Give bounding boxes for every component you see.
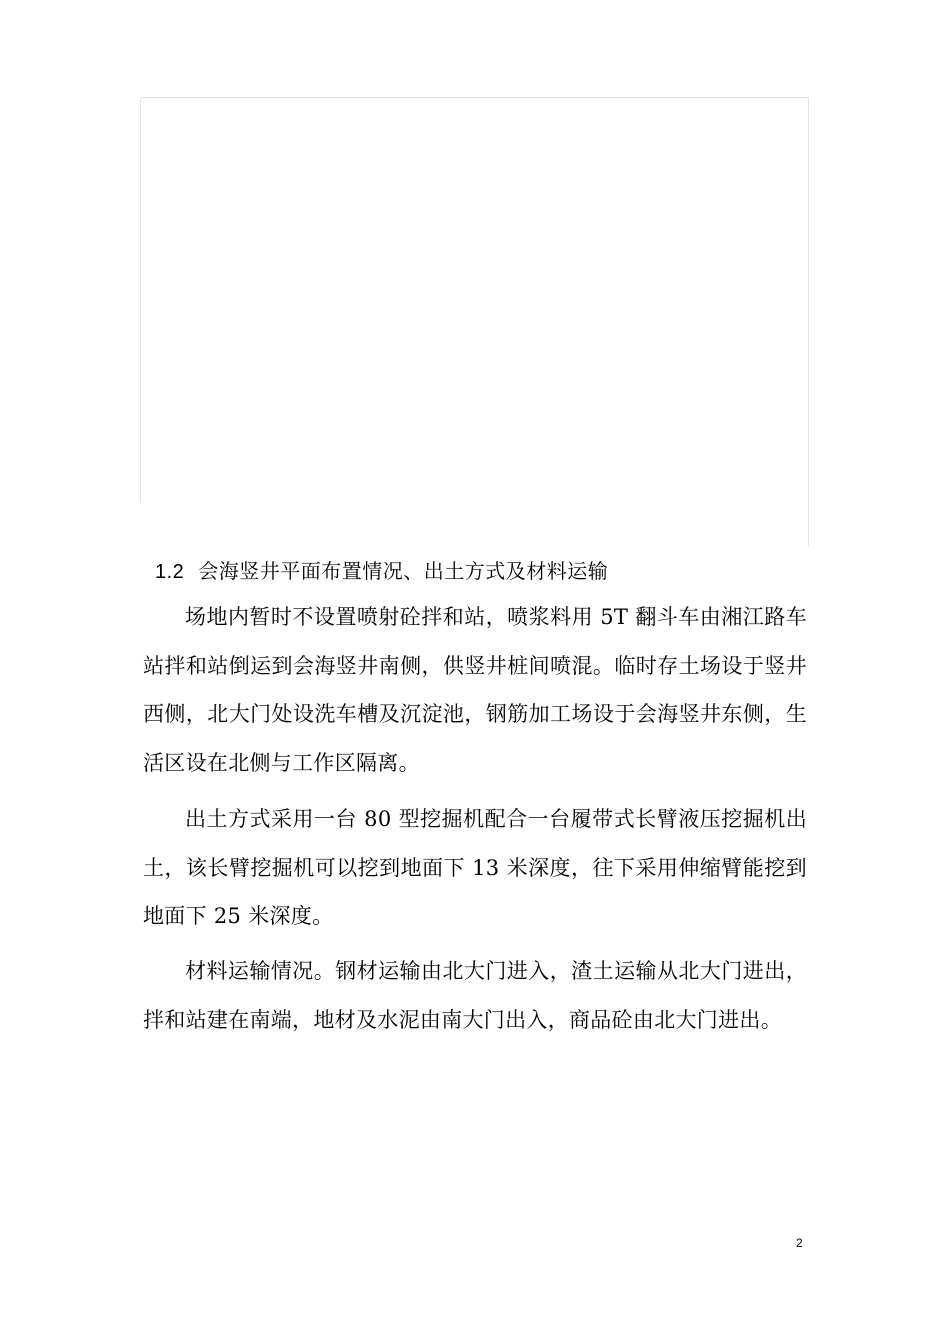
figure-placeholder-frame: [141, 97, 809, 547]
paragraph-material-transport: 材料运输情况。钢材运输由北大门进入，渣土运输从北大门进出，拌和站建在南端，地材及水泥由南大门出入，商品砼由北大门进出。: [143, 959, 807, 1032]
section-number: 1.2: [155, 561, 185, 583]
section-title: 会海竖井平面布置情况、出土方式及材料运输: [198, 559, 609, 583]
page-number: 2: [796, 1236, 803, 1250]
section-heading: [155, 556, 608, 587]
paragraph-excavation-method: 出土方式采用一台 80 型挖掘机配合一台履带式长臂液压挖掘机出土，该长臂挖掘机可以挖到地面下 13 米深度，往下采用伸缩臂能挖到地面下 25 米深度。: [143, 807, 807, 928]
paragraph-site-layout: 场地内暂时不设置喷射砼拌和站，喷浆料用 5T 翻斗车由湘江路车站拌和站倒运到会海竖井南侧，供竖井桩间喷混。临时存土场设于竖井西侧，北大门处设洗车槽及沉淀池，钢筋加工场设于会海竖井东侧，生活区设在北侧与工作区隔离。: [143, 605, 807, 775]
